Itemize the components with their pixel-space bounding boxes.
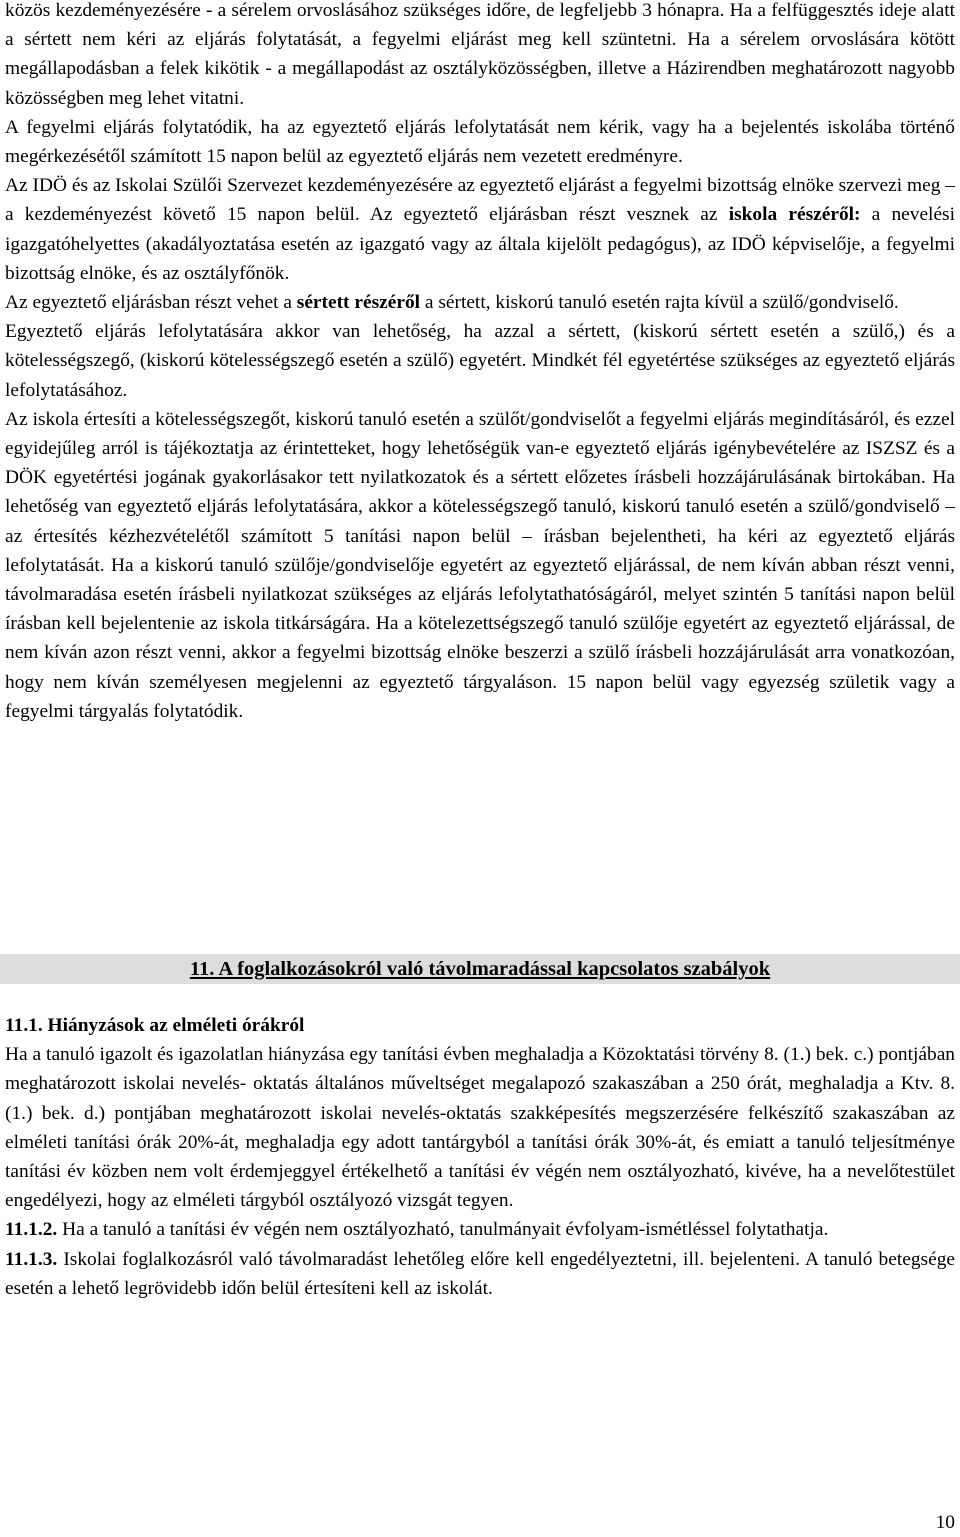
item-text: Ha a tanuló a tanítási év végén nem osztályozható, tanulmányait évfolyam-ismétléssel folytathatja. — [57, 1219, 829, 1241]
page-number: 10 — [935, 1512, 955, 1533]
numbered-item — [5, 1215, 955, 1244]
section-heading-bar — [0, 954, 960, 984]
text-run: a nevelési igazgatóhelyettes (akadályoztatása esetén az igazgató vagy az általa kijelölt pedagógus), az IDÖ képviselője, a fegyelmi bizottság elnöke, és az osztályfőnök. — [5, 204, 955, 284]
numbered-item — [5, 1245, 955, 1303]
paragraph — [5, 171, 955, 288]
text-run: Egyeztető eljárás lefolytatására akkor van lehetőség, ha azzal a sértett, (kiskorú sértett esetén a szülő,) és a kötelességszegő, (kiskorú kötelességszegő esetén a szülő) egyetért. Mindkét fél egyetértése szükséges az egyeztető eljárás lefolytatásához. — [5, 321, 955, 401]
item-number: 11.1.3. — [5, 1248, 58, 1270]
bold-text-run: iskola részéről: — [728, 204, 861, 226]
subsection-body: Ha a tanuló igazolt és igazolatlan hiányzása egy tanítási évben meghaladja a Közoktatási törvény 8. (1.) bek. c.) pontjában meghatározott iskolai nevelés- oktatás általános műveltséget megalapozó szakaszában a 250 órát, meghaladja a Ktv. 8. (1.) bek. d.) pontjában meghatározott iskolai nevelés-oktatás szakképesítés megszerzésére felkészítő szakaszában az elméleti tanítási órák 20%-át, meghaladja egy adott tantárgyból a tanítási órák 30%-át, és emiatt a tanuló teljesítménye tanítási év közben nem volt érdemjeggyel értékelhető a tanítási év végén nem osztályozható, kivéve, ha a nevelőtestület engedélyezi, hogy az elméleti tárgyból osztályozó vizsgát tegyen. — [5, 1044, 955, 1212]
text-run: a sértett, kiskorú tanuló esetén rajta kívül a szülő/gondviselő. — [420, 292, 899, 314]
item-text: Iskolai foglalkozásról való távolmaradást lehetőleg előre kell engedélyeztetni, ill. bejelenteni. A tanuló betegsége esetén a lehető legrövidebb időn belül értesíteni kell az iskolát. — [5, 1248, 955, 1299]
paragraph — [5, 317, 955, 405]
text-run: Az IDÖ és az Iskolai Szülői Szervezet kezdeményezésére az egyeztető eljárást a fegyelmi bizottság elnöke szervezi meg – a kezdeményezést követő 15 napon belül. Az egyeztető eljárásban részt vesznek az — [5, 175, 955, 226]
bold-text-run: sértett részéről — [296, 292, 421, 314]
text-run: Az iskola értesíti a kötelességszegőt, kiskorú tanuló esetén a szülőt/gondviselőt a fegyelmi eljárás megindításáról, és ezzel egyidejűleg arról is tájékoztatja az érintetteket, hogy lehetőségük van-e egyeztető eljárás igénybevételére az ISZSZ és a DÖK egyetértési jogának gyakorlásakor tett nyilatkozatok és a sértett előzetes írásbeli hozzájárulásának birtokában. Ha lehetőség van egyeztető eljárás lefolytatására, akkor a kötelességszegő tanuló, kiskorú tanuló esetén a szülő/gondviselő – az értesítés kézhezvételétől számított 5 tanítási napon belül – írásban bejelentheti, ha kéri az egyeztető eljárás lefolytatását. Ha a kiskorú tanuló szülője/gondviselője egyetért az egyeztető eljárással, de nem kíván abban részt venni, távolmaradása esetén írásbeli nyilatkozat szükséges az eljárás lefolytathatóságáról, melyet szintén 5 tanítási napon belül írásban kell bejelentenie az iskola titkárságára. Ha a kötelezettségszegő tanuló szülője egyetért az egyeztető eljárással, de nem kíván azon részt venni, akkor a fegyelmi bizottság elnöke beszerzi a szülő írásbeli hozzájárulását arra vonatkozóan, hogy nem kíván személyesen megjelenni az egyeztető tárgyaláson. 15 napon belül vagy egyezség születik vagy a fegyelmi tárgyalás folytatódik. — [5, 408, 955, 722]
paragraph — [5, 0, 955, 113]
paragraphs-block — [5, 0, 955, 726]
section-heading: 11. A foglalkozásokról való távolmaradással kapcsolatos szabályok — [189, 958, 771, 980]
item-number: 11.1.2. — [5, 1219, 58, 1241]
paragraph — [5, 405, 955, 726]
paragraph — [5, 288, 955, 317]
text-run: Az egyeztető eljárásban részt vehet a — [5, 292, 297, 314]
subsection-title: 11.1. Hiányzások az elméleti órákról — [5, 1015, 305, 1036]
paragraph — [5, 113, 955, 171]
text-run: közös kezdeményezésére - a sérelem orvoslásához szükséges időre, de legfeljebb 3 hónapra. Ha a felfüggesztés ideje alatt a sértett nem kéri az eljárás folytatását, a fegyelmi eljárást meg kell szüntetni. Ha a sérelem orvoslására kötött megállapodásban a felek kikötik - a megállapodást az osztályközösségben, illetve a Házirendben meghatározott nagyobb közösségben meg lehet vitatni. — [5, 0, 955, 109]
text-run: A fegyelmi eljárás folytatódik, ha az egyeztető eljárás lefolytatását nem kérik, vagy ha a bejelentés iskolába történő megérkezésétől számított 15 napon belül az egyeztető eljárás nem vezetett eredményre. — [5, 116, 955, 168]
subsection-block — [5, 1011, 955, 1303]
